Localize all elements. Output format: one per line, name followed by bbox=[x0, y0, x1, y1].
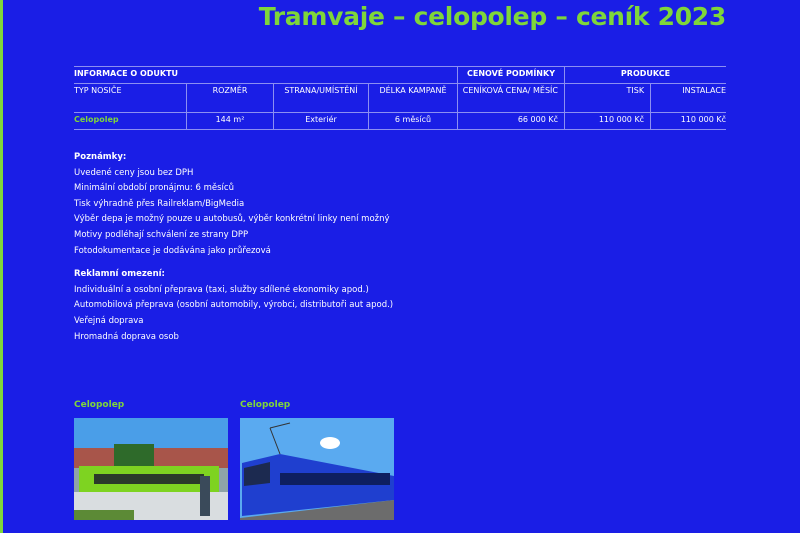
note-item: Tisk výhradně přes Railreklam/BigMedia bbox=[74, 198, 245, 209]
note-item: Uvedené ceny jsou bez DPH bbox=[74, 167, 194, 178]
cell: 66 000 Kč bbox=[458, 113, 565, 130]
group-header: PRODUKCE bbox=[565, 67, 727, 84]
page-title: Tramvaje – celopolep – ceník 2023 bbox=[258, 2, 726, 31]
restrictions-title: Reklamní omezení: bbox=[74, 269, 165, 280]
column-header: TISK bbox=[565, 84, 651, 113]
cell: Exteriér bbox=[274, 113, 369, 130]
column-header: CENÍKOVÁ CENA/ MĚSÍC bbox=[458, 84, 565, 113]
photo-caption: Celopolep bbox=[240, 400, 291, 410]
photo-blue-tram bbox=[240, 418, 394, 520]
group-header: INFORMACE O ODUKTU bbox=[74, 67, 458, 84]
photo-green-tram bbox=[74, 418, 228, 520]
cell: Celopolep bbox=[74, 113, 187, 130]
price-table bbox=[74, 66, 726, 130]
accent-edge bbox=[0, 0, 3, 533]
cell: 110 000 Kč bbox=[651, 113, 726, 130]
note-item: Fotodokumentace je dodávána jako průřezová bbox=[74, 245, 271, 256]
restriction-item: Veřejná doprava bbox=[74, 315, 144, 326]
column-header: STRANA/UMÍSTĚNÍ bbox=[274, 84, 369, 113]
column-header: INSTALACE bbox=[651, 84, 726, 113]
note-item: Minimální období pronájmu: 6 měsíců bbox=[74, 183, 234, 194]
column-header: TYP NOSIČE bbox=[74, 84, 187, 113]
restriction-item: Individuální a osobní přeprava (taxi, služby sdílené ekonomiky apod.) bbox=[74, 284, 369, 295]
notes-section bbox=[74, 150, 393, 345]
cell: 6 měsíců bbox=[369, 113, 458, 130]
note-item: Motivy podléhají schválení ze strany DPP bbox=[74, 229, 249, 240]
notes-title: Poznámky: bbox=[74, 152, 127, 162]
cell: 110 000 Kč bbox=[565, 113, 651, 130]
column-header: ROZMĚR bbox=[187, 84, 274, 113]
table-row bbox=[74, 113, 726, 130]
restriction-item: Automobilová přeprava (osobní automobily, výrobci, distributoři aut apod.) bbox=[74, 300, 394, 311]
group-header: CENOVÉ PODMÍNKY bbox=[458, 67, 565, 84]
cell: 144 m² bbox=[187, 113, 274, 130]
note-item: Výběr depa je možný pouze u autobusů, výběr konkrétní linky není možný bbox=[74, 214, 390, 225]
photo-caption: Celopolep bbox=[74, 400, 125, 410]
column-header: DÉLKA KAMPANĚ bbox=[369, 84, 458, 113]
restriction-item: Hromadná doprava osob bbox=[74, 331, 179, 342]
